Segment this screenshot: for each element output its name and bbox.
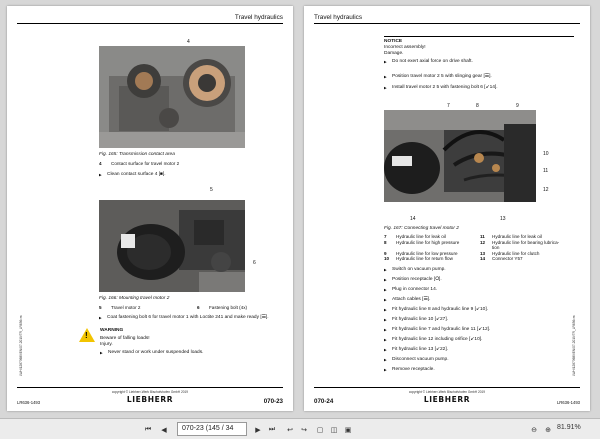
step-position-motor: ▶ Position travel motor 2 5 with slinging gear [☰]. [392,74,492,80]
step-item: ▶ Plug in connector 14. [392,287,437,293]
fit-icon[interactable]: ▣ [344,426,352,434]
callout-6: 6 [253,260,256,266]
liebherr-logo: LIEBHERR [126,395,174,404]
prev-page-icon[interactable]: ◀ [161,426,167,434]
callout-5: 5 [210,187,213,193]
legend-166: 5 Travel motor 2 6 Fastening bolt (4x) [99,305,248,310]
legend: 4 Contact surface for travel motor 2 [99,161,180,166]
page-footer: copyright © Liebherr-Werk Bischofshofen GmbH 2019 LIEBHERR 070-24 LR636-1493 [314,387,580,407]
step-clean: ▶ Clean contact surface 4 [■]. [107,172,166,178]
callout-12: 12 [543,187,549,193]
callout-14: 14 [410,216,416,222]
hydraulic-lines-photo [384,110,536,202]
step-item: ▶ Disconnect vacuum pump. [392,357,449,363]
warning-triangle-icon [79,328,95,342]
zoom-level[interactable]: 81.91% [557,424,581,431]
next-page-icon[interactable]: ▶ [255,426,261,434]
step-item: ▶ Attach cables [☰]. [392,297,430,303]
page-number: 070-23 [263,398,283,405]
warning-box [79,328,259,358]
legend-167: 7 Hydraulic line for leak oil 11 Hydraulic line for leak oil 8 Hydraulic line for high pressure 12 Hydraulic line for bearing lubrica- tion 9 Hydraulic line for low pressure 13 Hydraulic line for clutch 10 Hydraulic line for return flow 14 Connector Y57 [384,234,560,262]
page-number-input[interactable]: 070-23 (145 / 34 [177,422,247,436]
figure-caption: Fig. 165: Transmission contact area [99,152,175,157]
page-header: Travel hydraulics [314,12,580,24]
callout-7: 7 [447,103,450,109]
liebherr-logo: LIEBHERR [423,395,471,404]
step-item: ▶ Position receptacle [⭘]. [392,277,442,283]
step-install-motor: ▶ Install travel motor 2 5 with fastening bolt 6 [↙14]. [392,85,498,91]
step-item: ▶ Fit hydraulic line 12 including orifice [↙10]. [392,337,482,343]
notice-line2: Damage. [384,51,404,56]
callout-11: 11 [543,168,549,174]
warning-step: ▶ Never stand or work under suspended loads. [108,350,203,356]
step-item: ▶ Switch on vacuum pump. [392,267,446,273]
notice-box [384,36,574,66]
travel-motor-photo [99,200,245,292]
zoom-out-icon[interactable]: ⊖ [531,426,537,434]
two-page-icon[interactable]: ◫ [330,426,338,434]
callout-8: 8 [476,103,479,109]
side-code: LWH/12873689/EN/07-2019/TR_LR636cm [19,315,23,376]
warning-title: WARNING [100,328,124,333]
first-page-icon[interactable]: ⏮ [144,425,152,433]
notice-title: NOTICE [384,39,403,44]
left-page [7,6,293,411]
figure-caption-166: Fig. 166: Mounting travel motor 2 [99,296,170,301]
notice-step: ▶ Do not exert axial force on drive shaft. [392,59,473,65]
last-page-icon[interactable]: ⏭ [268,425,276,433]
warning-line2: Injury. [100,342,113,347]
callout-10: 10 [543,151,549,157]
travel-motor-illustration [99,200,245,292]
right-page [304,6,590,411]
single-page-icon[interactable]: ▢ [316,426,324,434]
callout-4: 4 [187,39,190,45]
side-code: LWH/12873689/EN/07-2019/TR_LR636cm [572,315,576,376]
zoom-in-icon[interactable]: ⊕ [545,426,551,434]
figure-caption-167: Fig. 167: Connecting travel motor 2 [384,226,459,231]
step-item: ▶ Fit hydraulic line 7 and hydraulic line 11 [↙12]. [392,327,490,333]
callout-9: 9 [516,103,519,109]
step-coat: ▶ Coat fastening bolt 6 for travel motor 1 with Loctite 241 and make ready [☰]. [107,315,285,321]
callout-13: 13 [500,216,506,222]
step-item: ▶ Fit hydraulic line 8 and hydraulic line 9 [↙10]. [392,307,488,313]
step-item: ▶ Fit hydraulic line 13 [↙22]. [392,347,448,353]
page-header: Travel hydraulics [17,12,283,24]
notice-line1: Incorrect assembly! [384,45,426,50]
transmission-photo [99,46,245,148]
hydraulic-lines-illustration [384,110,536,202]
back-icon[interactable]: ↩ [287,426,293,434]
viewer-toolbar [0,418,600,439]
step-item: ▶ Remove receptacle. [392,367,435,373]
page-number: 070-24 [314,398,334,405]
step-item: ▶ Fit hydraulic line 10 [↙27]. [392,317,448,323]
transmission-illustration [99,46,245,148]
page-footer: copyright © Liebherr-Werk Bischofshofen GmbH 2019 LIEBHERR LR636-1493 070-23 [17,387,283,407]
forward-icon[interactable]: ↪ [301,426,307,434]
warning-line1: Beware of falling loads! [100,336,150,341]
